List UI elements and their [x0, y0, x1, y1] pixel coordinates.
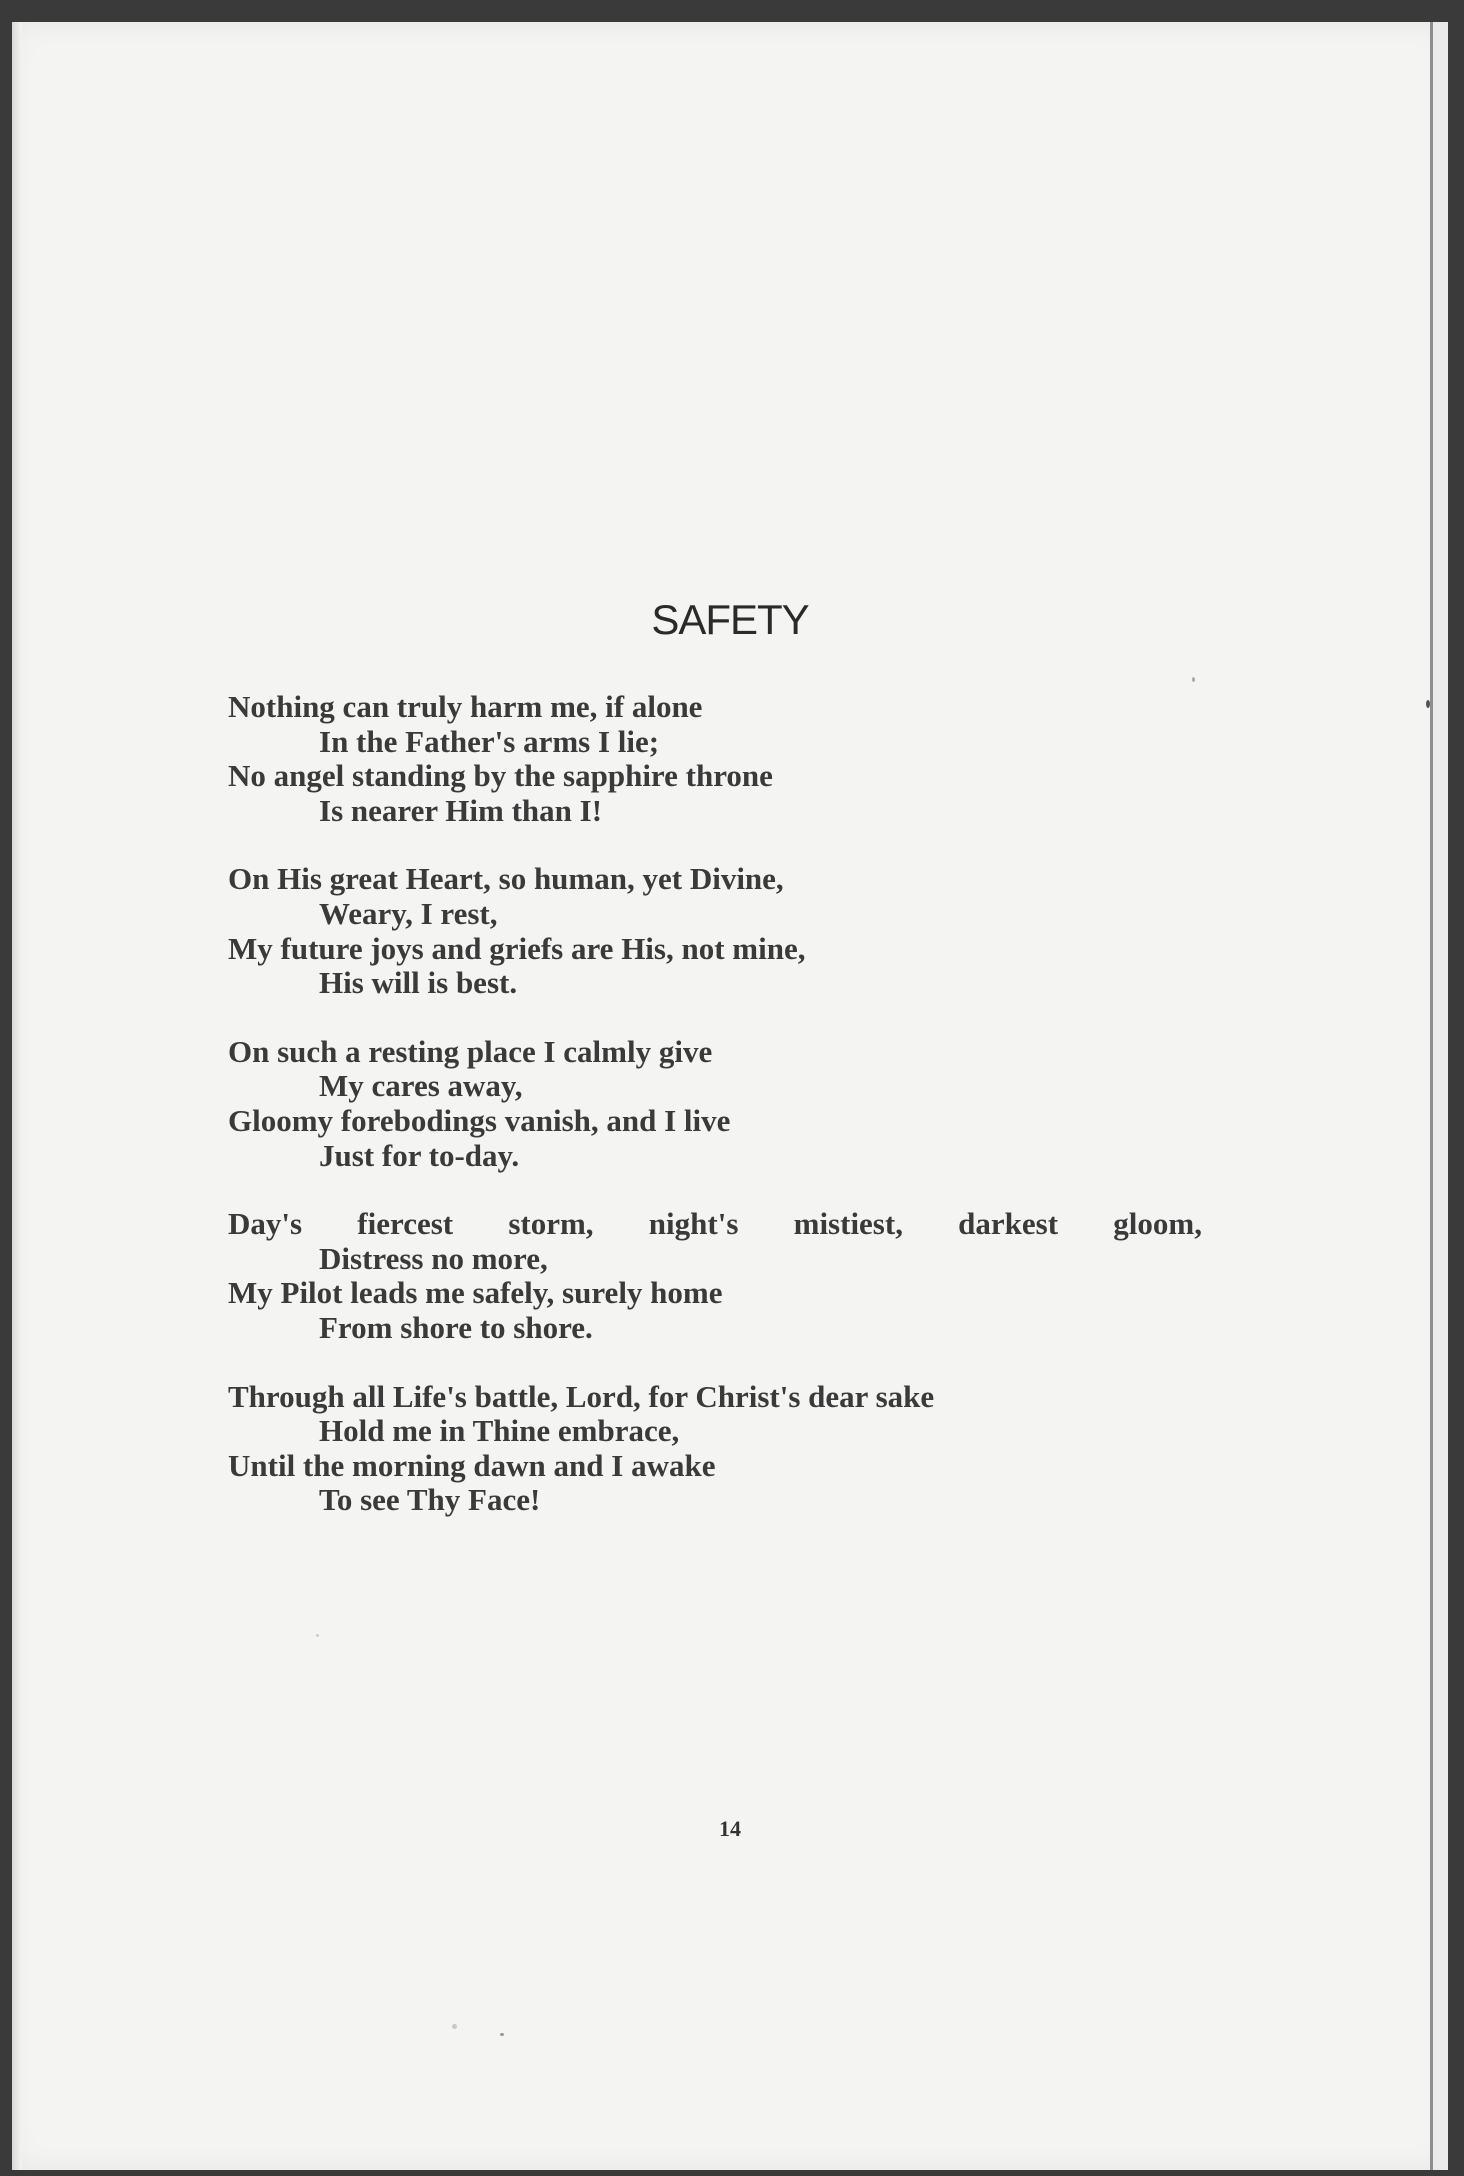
stanza — [228, 1207, 1288, 1345]
poem-body — [228, 690, 1288, 1552]
stanza — [228, 690, 1288, 828]
poem-line: My future joys and griefs are His, not mine, — [228, 930, 806, 966]
poem-line: Until the morning dawn and I awake — [228, 1447, 716, 1483]
poem-line: Gloomy forebodings vanish, and I live — [228, 1102, 731, 1138]
poem-line: His will is best. — [319, 965, 518, 1001]
poem-line: To see Thy Face! — [319, 1482, 541, 1518]
poem-line: Is nearer Him than I! — [319, 792, 603, 828]
page-number: 14 — [719, 1816, 741, 1841]
poem-line: Just for to-day. — [319, 1137, 520, 1173]
paper-speck — [316, 1634, 319, 1637]
poem-line: Distress no more, — [319, 1240, 548, 1276]
paper-speck — [1192, 677, 1195, 682]
poem-line: From shore to shore. — [319, 1309, 593, 1345]
poem-line: My Pilot leads me safely, surely home — [228, 1275, 723, 1311]
poem-line: Day's fiercest storm, night's mistiest, darkest gloom, — [228, 1206, 1202, 1242]
poem-line: Weary, I rest, — [319, 895, 498, 931]
poem-line: My cares away, — [319, 1068, 523, 1104]
poem-line: On His great Heart, so human, yet Divine, — [228, 861, 784, 897]
poem-title: SAFETY — [651, 596, 809, 643]
page-right-margin-strip — [1433, 22, 1448, 2170]
poem-line: Hold me in Thine embrace, — [319, 1413, 680, 1449]
poem-line: Nothing can truly harm me, if alone — [228, 689, 703, 724]
poem-line: In the Father's arms I lie; — [319, 723, 660, 759]
stanza — [228, 1380, 1288, 1518]
poem-line: On such a resting place I calmly give — [228, 1033, 713, 1069]
poem-line: Through all Life's battle, Lord, for Christ's dear sake — [228, 1378, 935, 1414]
paper-speck — [500, 2033, 504, 2036]
paper-speck — [452, 2024, 457, 2029]
stanza — [228, 1035, 1288, 1173]
paper-speck — [1426, 700, 1430, 708]
book-page — [12, 22, 1448, 2170]
poem-line: No angel standing by the sapphire throne — [228, 758, 773, 794]
stanza — [228, 862, 1288, 1000]
page-left-shadow — [12, 22, 22, 2170]
